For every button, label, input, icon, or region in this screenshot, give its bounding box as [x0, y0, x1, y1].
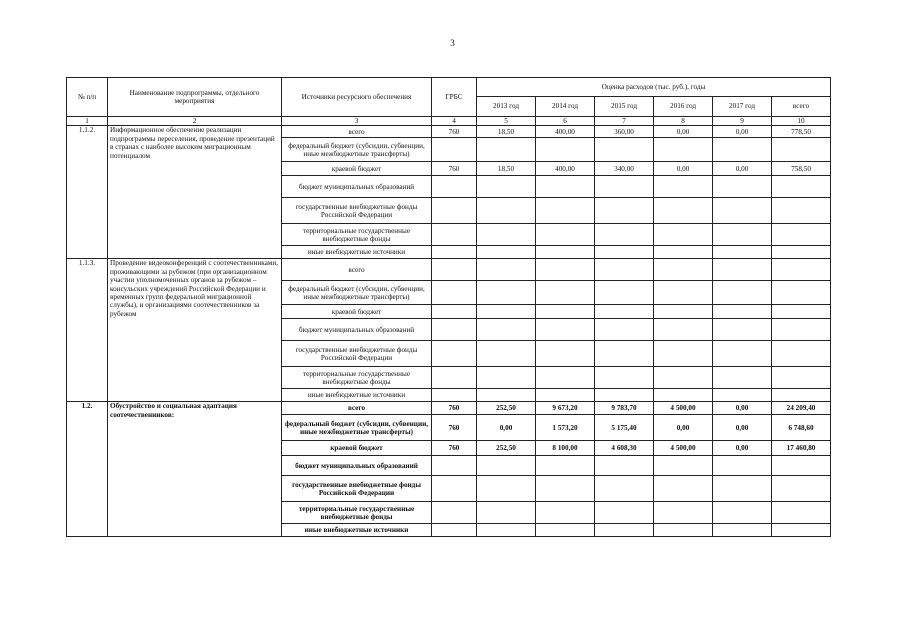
col-number-5: 5: [477, 117, 536, 126]
header-year-2015: 2015 год: [595, 97, 654, 117]
value-cell: [595, 138, 654, 162]
page-number: 3: [450, 38, 455, 48]
value-cell: [595, 367, 654, 389]
grbs-cell: [432, 456, 477, 476]
col-number-10: 10: [772, 117, 831, 126]
grbs-cell: [432, 319, 477, 341]
value-cell: [477, 138, 536, 162]
value-cell: [595, 224, 654, 246]
table-body: [67, 126, 831, 537]
grbs-cell: 760: [432, 402, 477, 415]
value-cell: 0,00: [713, 415, 772, 441]
value-cell: [713, 176, 772, 198]
grbs-cell: [432, 198, 477, 224]
value-cell: 18,50: [477, 126, 536, 138]
grbs-cell: [432, 224, 477, 246]
grbs-cell: 760: [432, 441, 477, 456]
value-cell: [595, 502, 654, 524]
value-cell: [536, 341, 595, 367]
grbs-cell: 760: [432, 126, 477, 138]
header-estimate: Оценка расходов (тыс. руб.), годы: [477, 78, 831, 97]
value-cell: 9 673,20: [536, 402, 595, 415]
header-year-2017: 2017 год: [713, 97, 772, 117]
source-cell: федеральный бюджет (субсидии, субвенции, иные межбюджетные трансферты): [282, 415, 432, 441]
grbs-cell: [432, 367, 477, 389]
value-cell: [536, 138, 595, 162]
value-cell: [713, 246, 772, 259]
value-cell: [477, 367, 536, 389]
value-cell: [595, 281, 654, 305]
source-cell: территориальные государственные внебюджетные фонды: [282, 367, 432, 389]
value-cell: [654, 389, 713, 402]
value-cell: [654, 476, 713, 502]
total-cell: [772, 259, 831, 281]
total-cell: [772, 176, 831, 198]
grbs-cell: [432, 176, 477, 198]
grbs-cell: [432, 524, 477, 537]
section-code: 1.2.: [67, 402, 108, 537]
value-cell: [536, 367, 595, 389]
value-cell: [536, 389, 595, 402]
source-cell: иные внебюджетные источники: [282, 389, 432, 402]
value-cell: 0,00: [654, 162, 713, 176]
total-cell: [772, 341, 831, 367]
section-name: Обустройство и социальная адаптация соотечественников:: [108, 402, 282, 537]
value-cell: [713, 305, 772, 319]
source-cell: территориальные государственные внебюджетные фонды: [282, 224, 432, 246]
value-cell: [595, 341, 654, 367]
value-cell: [713, 259, 772, 281]
value-cell: [477, 341, 536, 367]
value-cell: [477, 456, 536, 476]
value-cell: [654, 456, 713, 476]
total-cell: [772, 224, 831, 246]
header-year-2016: 2016 год: [654, 97, 713, 117]
source-cell: иные внебюджетные источники: [282, 246, 432, 259]
value-cell: [654, 259, 713, 281]
value-cell: [713, 367, 772, 389]
value-cell: [654, 138, 713, 162]
value-cell: 18,50: [477, 162, 536, 176]
value-cell: [595, 176, 654, 198]
total-cell: [772, 138, 831, 162]
value-cell: [536, 198, 595, 224]
value-cell: [713, 341, 772, 367]
value-cell: 252,50: [477, 402, 536, 415]
grbs-cell: [432, 305, 477, 319]
value-cell: [595, 259, 654, 281]
value-cell: [595, 456, 654, 476]
value-cell: [713, 456, 772, 476]
total-cell: [772, 319, 831, 341]
value-cell: [536, 281, 595, 305]
value-cell: [477, 524, 536, 537]
total-cell: 778,50: [772, 126, 831, 138]
value-cell: [713, 198, 772, 224]
header-total: всего: [772, 97, 831, 117]
value-cell: 0,00: [654, 415, 713, 441]
value-cell: 340,00: [595, 162, 654, 176]
budget-table: [66, 77, 831, 537]
value-cell: [477, 198, 536, 224]
grbs-cell: [432, 476, 477, 502]
header-year-2014: 2014 год: [536, 97, 595, 117]
value-cell: [536, 476, 595, 502]
total-cell: 24 209,40: [772, 402, 831, 415]
value-cell: 0,00: [654, 126, 713, 138]
value-cell: [595, 476, 654, 502]
value-cell: [654, 319, 713, 341]
value-cell: 4 500,00: [654, 441, 713, 456]
value-cell: [654, 281, 713, 305]
section-code: 1.1.3.: [67, 259, 108, 402]
value-cell: [595, 319, 654, 341]
value-cell: [713, 138, 772, 162]
total-cell: [772, 476, 831, 502]
source-cell: всего: [282, 402, 432, 415]
value-cell: 400,00: [536, 162, 595, 176]
table-row: [67, 126, 831, 138]
grbs-cell: 760: [432, 415, 477, 441]
source-cell: бюджет муниципальных образований: [282, 176, 432, 198]
source-cell: краевой бюджет: [282, 305, 432, 319]
value-cell: [477, 246, 536, 259]
value-cell: [654, 198, 713, 224]
grbs-cell: [432, 138, 477, 162]
grbs-cell: [432, 246, 477, 259]
source-cell: территориальные государственные внебюджетные фонды: [282, 502, 432, 524]
value-cell: 400,00: [536, 126, 595, 138]
value-cell: 1 573,20: [536, 415, 595, 441]
grbs-cell: 760: [432, 162, 477, 176]
section-code: 1.1.2.: [67, 126, 108, 259]
col-number-8: 8: [654, 117, 713, 126]
value-cell: 0,00: [477, 415, 536, 441]
value-cell: [536, 456, 595, 476]
header-year-2013: 2013 год: [477, 97, 536, 117]
value-cell: 252,50: [477, 441, 536, 456]
total-cell: [772, 246, 831, 259]
total-cell: [772, 524, 831, 537]
col-number-3: 3: [282, 117, 432, 126]
value-cell: [713, 502, 772, 524]
table-row: [67, 259, 831, 281]
section-name: Проведение видеоконференций с соотечественниками, проживающими за рубежом (при организационном участии уполномоченных органов за рубежом – консульских учреждений Российской Федерации и временных групп федеральной миграционной службы), и организациями соотечественников за рубежом: [108, 259, 282, 402]
value-cell: [595, 246, 654, 259]
value-cell: 9 783,70: [595, 402, 654, 415]
value-cell: [713, 524, 772, 537]
value-cell: 0,00: [713, 126, 772, 138]
value-cell: [654, 176, 713, 198]
value-cell: 4 608,30: [595, 441, 654, 456]
value-cell: 0,00: [713, 402, 772, 415]
source-cell: краевой бюджет: [282, 441, 432, 456]
value-cell: [654, 524, 713, 537]
value-cell: [536, 524, 595, 537]
source-cell: федеральный бюджет (субсидии, субвенции, иные межбюджетные трансферты): [282, 138, 432, 162]
header-num: № п/п: [67, 78, 108, 117]
value-cell: [477, 259, 536, 281]
total-cell: [772, 456, 831, 476]
value-cell: [477, 502, 536, 524]
section-name: Информационное обеспечение реализации подпрограммы переселения, проведение презентаций в странах с наиболее высоким миграционным потенциалом: [108, 126, 282, 259]
total-cell: 6 748,60: [772, 415, 831, 441]
value-cell: [713, 319, 772, 341]
value-cell: [536, 259, 595, 281]
value-cell: [536, 176, 595, 198]
grbs-cell: [432, 389, 477, 402]
grbs-cell: [432, 341, 477, 367]
source-cell: федеральный бюджет (субсидии, субвенции, иные межбюджетные трансферты): [282, 281, 432, 305]
value-cell: [654, 246, 713, 259]
value-cell: 5 175,40: [595, 415, 654, 441]
value-cell: [477, 281, 536, 305]
value-cell: [477, 176, 536, 198]
value-cell: 8 100,00: [536, 441, 595, 456]
value-cell: [595, 305, 654, 319]
value-cell: 360,00: [595, 126, 654, 138]
value-cell: [536, 305, 595, 319]
total-cell: [772, 305, 831, 319]
source-cell: государственные внебюджетные фонды Российской Федерации: [282, 476, 432, 502]
value-cell: [654, 367, 713, 389]
value-cell: [536, 224, 595, 246]
total-cell: [772, 389, 831, 402]
col-number-6: 6: [536, 117, 595, 126]
header-name: Наименование подпрограммы, отдельного мероприятия: [108, 78, 282, 117]
source-cell: иные внебюджетные источники: [282, 524, 432, 537]
col-number-2: 2: [108, 117, 282, 126]
value-cell: [595, 524, 654, 537]
header-sources: Источники ресурсного обеспечения: [282, 78, 432, 117]
col-number-7: 7: [595, 117, 654, 126]
grbs-cell: [432, 502, 477, 524]
table-row: [67, 402, 831, 415]
col-number-1: 1: [67, 117, 108, 126]
source-cell: бюджет муниципальных образований: [282, 456, 432, 476]
value-cell: [713, 224, 772, 246]
total-cell: [772, 198, 831, 224]
value-cell: [654, 341, 713, 367]
value-cell: [654, 305, 713, 319]
value-cell: [654, 224, 713, 246]
value-cell: [595, 389, 654, 402]
total-cell: 758,50: [772, 162, 831, 176]
grbs-cell: [432, 281, 477, 305]
total-cell: [772, 281, 831, 305]
col-number-4: 4: [432, 117, 477, 126]
value-cell: [477, 389, 536, 402]
value-cell: [713, 281, 772, 305]
value-cell: 0,00: [713, 162, 772, 176]
value-cell: [477, 224, 536, 246]
value-cell: 0,00: [713, 441, 772, 456]
value-cell: [536, 246, 595, 259]
value-cell: [654, 502, 713, 524]
value-cell: [713, 389, 772, 402]
value-cell: [713, 476, 772, 502]
value-cell: [595, 198, 654, 224]
value-cell: 4 500,00: [654, 402, 713, 415]
source-cell: краевой бюджет: [282, 162, 432, 176]
col-number-9: 9: [713, 117, 772, 126]
source-cell: государственные внебюджетные фонды Российской Федерации: [282, 198, 432, 224]
value-cell: [536, 502, 595, 524]
value-cell: [536, 319, 595, 341]
total-cell: 17 460,80: [772, 441, 831, 456]
source-cell: государственные внебюджетные фонды Российской Федерации: [282, 341, 432, 367]
header-grbs: ГРБС: [432, 78, 477, 117]
total-cell: [772, 502, 831, 524]
value-cell: [477, 305, 536, 319]
value-cell: [477, 319, 536, 341]
source-cell: бюджет муниципальных образований: [282, 319, 432, 341]
grbs-cell: [432, 259, 477, 281]
source-cell: всего: [282, 259, 432, 281]
source-cell: всего: [282, 126, 432, 138]
value-cell: [477, 476, 536, 502]
total-cell: [772, 367, 831, 389]
